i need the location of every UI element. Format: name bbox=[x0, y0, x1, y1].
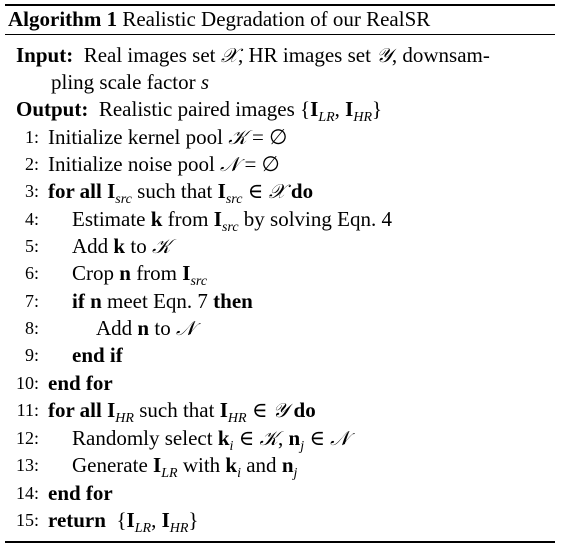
step-text: Add k to 𝒦 bbox=[72, 234, 171, 258]
algorithm-label: Algorithm 1 bbox=[8, 7, 118, 31]
step-number: 3: bbox=[24, 181, 39, 201]
output-text: Realistic paired images {$I_{LR}$, $I_{HR}$} bbox=[93, 97, 383, 125]
input-text-1: Real images set 𝒳, HR images set 𝒴, downsam- bbox=[78, 43, 490, 67]
step-text: Randomly select $k_i$ ∈ 𝒦, $n_j$ ∈ 𝒩 bbox=[72, 426, 350, 454]
input-text-2: pling scale factor s bbox=[51, 70, 210, 94]
input-line-2 bbox=[51, 70, 209, 94]
caption-rule bbox=[5, 34, 555, 35]
step-text: if n meet Eqn. 7 then bbox=[72, 289, 253, 313]
step-number: 13: bbox=[15, 455, 39, 475]
step-text: end for bbox=[48, 481, 113, 505]
step-text: return {$I_{LR}$, $I_{HR}$} bbox=[48, 508, 199, 536]
step-text: end for bbox=[48, 371, 113, 395]
step-number: 9: bbox=[24, 345, 39, 365]
bottom-rule bbox=[5, 541, 555, 543]
algorithm-title: Realistic Degradation of our RealSR bbox=[122, 7, 431, 31]
step-number: 15: bbox=[15, 510, 39, 530]
step-number: 10: bbox=[15, 373, 39, 393]
step-number: 12: bbox=[15, 428, 39, 448]
step-text: Initialize kernel pool 𝒦 = ∅ bbox=[48, 125, 288, 149]
step-text: for all $I_{src}$ such that $I_{src}$ ∈ 𝒳 do bbox=[48, 179, 314, 207]
step-text: Crop n from $I_{src}$ bbox=[72, 261, 208, 289]
output-keyword: Output: bbox=[16, 97, 89, 121]
step-number: 1: bbox=[24, 127, 39, 147]
step-text: for all $I_{HR}$ such that $I_{HR}$ ∈ 𝒴 do bbox=[48, 398, 316, 426]
step-number: 7: bbox=[24, 291, 39, 311]
step-text: Add n to 𝒩 bbox=[96, 316, 196, 340]
step-number: 5: bbox=[24, 236, 39, 256]
step-number: 14: bbox=[15, 483, 39, 503]
step-number: 11: bbox=[16, 400, 39, 420]
step-number: 4: bbox=[24, 209, 39, 229]
top-rule bbox=[5, 4, 555, 6]
output-line bbox=[16, 97, 383, 125]
step-number: 2: bbox=[24, 154, 39, 174]
step-text: end if bbox=[72, 343, 123, 367]
input-keyword: Input: bbox=[16, 43, 74, 67]
step-text: Initialize noise pool 𝒩 = ∅ bbox=[48, 152, 280, 176]
step-text: Generate $I_{LR}$ with $k_i$ and $n_j$ bbox=[72, 453, 298, 481]
step-number: 6: bbox=[24, 263, 39, 283]
input-line-1 bbox=[16, 43, 490, 67]
step-text: Estimate k from $I_{src}$ by solving Eqn. 4 bbox=[72, 207, 392, 235]
step-number: 8: bbox=[24, 318, 39, 338]
algorithm-caption bbox=[8, 7, 430, 31]
